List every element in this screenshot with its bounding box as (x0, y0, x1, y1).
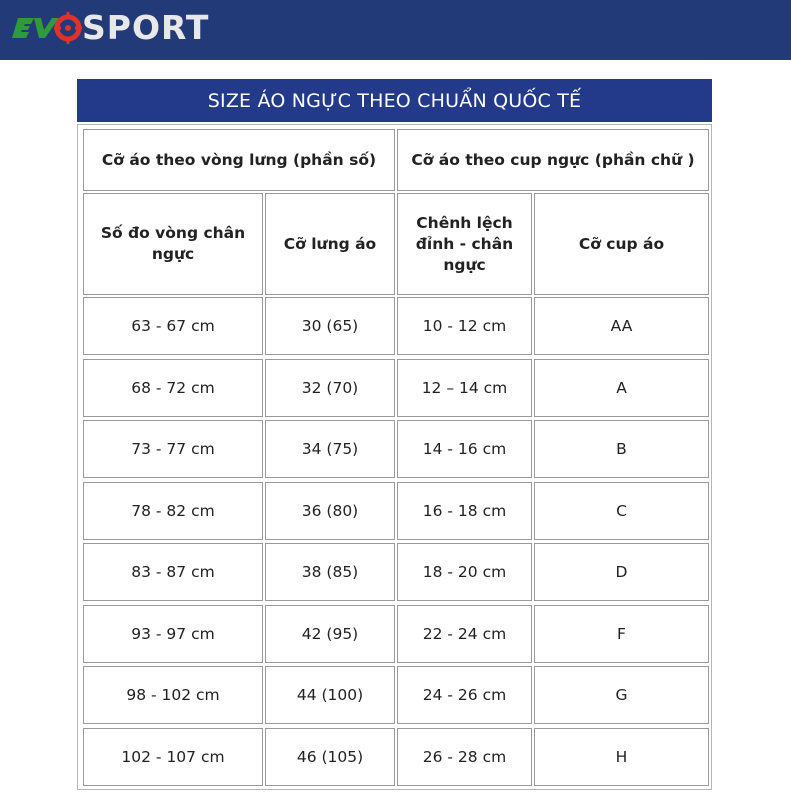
cell-band-size: 36 (80) (265, 482, 395, 540)
cell-band-size: 44 (100) (265, 666, 395, 724)
column-header-underbust: Số đo vòng chân ngực (83, 193, 263, 295)
brand-wordmark: SPORT (82, 8, 210, 47)
cell-cup-size: D (534, 543, 709, 601)
cell-underbust: 78 - 82 cm (83, 482, 263, 540)
column-header-cup-size: Cỡ cup áo (534, 193, 709, 295)
cell-underbust: 102 - 107 cm (83, 728, 263, 786)
group-header-cup-size: Cỡ áo theo cup ngực (phần chữ ) (397, 129, 709, 191)
cell-difference: 16 - 18 cm (397, 482, 532, 540)
cell-underbust: 83 - 87 cm (83, 543, 263, 601)
cell-underbust: 68 - 72 cm (83, 359, 263, 417)
cell-difference: 10 - 12 cm (397, 297, 532, 355)
cell-difference: 12 – 14 cm (397, 359, 532, 417)
group-header-band-size: Cỡ áo theo vòng lưng (phần số) (83, 129, 395, 191)
cell-difference: 18 - 20 cm (397, 543, 532, 601)
cell-band-size: 46 (105) (265, 728, 395, 786)
column-header-band-size: Cỡ lưng áo (265, 193, 395, 295)
cell-difference: 14 - 16 cm (397, 420, 532, 478)
site-header (0, 0, 791, 60)
cell-band-size: 32 (70) (265, 359, 395, 417)
cell-band-size: 34 (75) (265, 420, 395, 478)
cell-band-size: 42 (95) (265, 605, 395, 663)
cell-cup-size: H (534, 728, 709, 786)
cell-underbust: 93 - 97 cm (83, 605, 263, 663)
cell-difference: 26 - 28 cm (397, 728, 532, 786)
column-header-difference: Chênh lệch đỉnh - chân ngực (397, 193, 532, 295)
cell-cup-size: C (534, 482, 709, 540)
cell-cup-size: B (534, 420, 709, 478)
cell-difference: 24 - 26 cm (397, 666, 532, 724)
brand-logo[interactable] (12, 10, 209, 46)
cell-difference: 22 - 24 cm (397, 605, 532, 663)
evo-logo-icon (12, 10, 82, 46)
cell-band-size: 30 (65) (265, 297, 395, 355)
cell-underbust: 73 - 77 cm (83, 420, 263, 478)
cell-cup-size: A (534, 359, 709, 417)
cell-cup-size: G (534, 666, 709, 724)
cell-underbust: 63 - 67 cm (83, 297, 263, 355)
cell-underbust: 98 - 102 cm (83, 666, 263, 724)
cell-cup-size: F (534, 605, 709, 663)
cell-band-size: 38 (85) (265, 543, 395, 601)
page-title: SIZE ÁO NGỰC THEO CHUẨN QUỐC TẾ (77, 79, 712, 122)
size-table (77, 124, 712, 790)
cell-cup-size: AA (534, 297, 709, 355)
